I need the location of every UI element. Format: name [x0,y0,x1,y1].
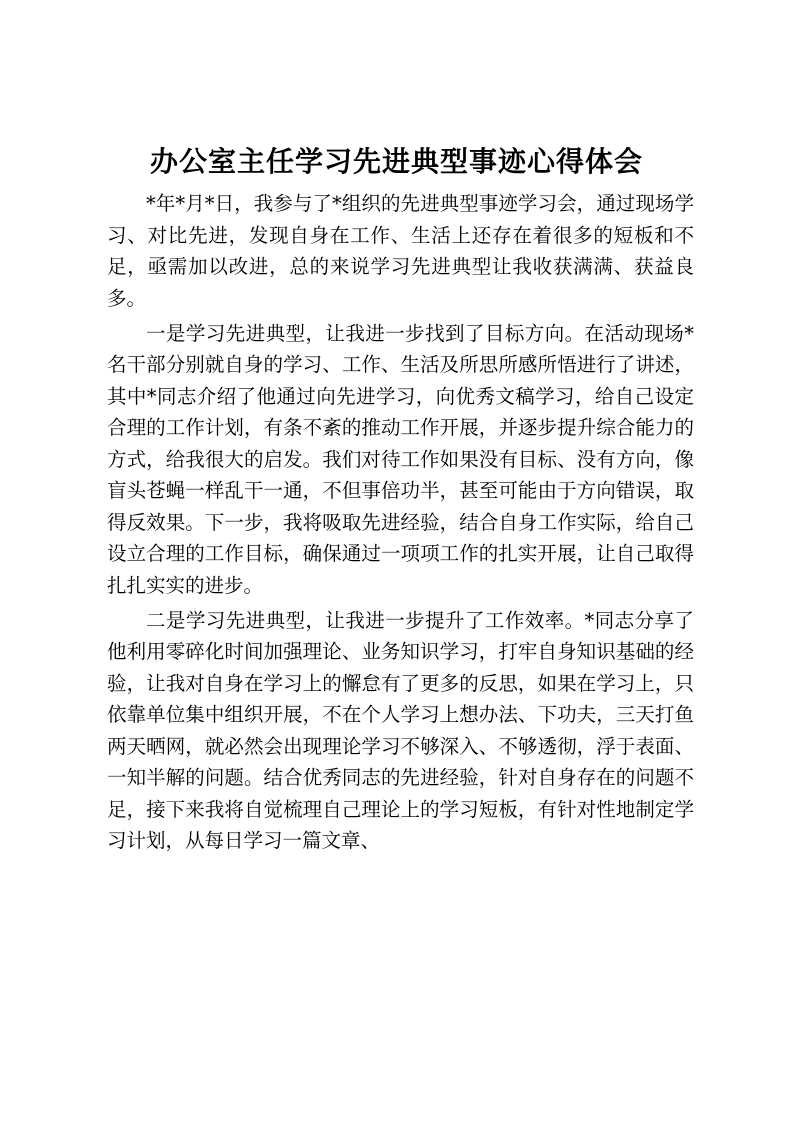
paragraph-point-two: 二是学习先进典型，让我进一步提升了工作效率。*同志分享了他利用零碎化时间加强理论、业务知识学习，打牢自身知识基础的经验，让我对自身在学习上的懈怠有了更多的反思，如果在学习上，只依靠单位集中组织开展，不在个人学习上想办法、下功夫，三天打鱼两天晒网，就必然会出现理论学习不够深入、不够透彻，浮于表面、一知半解的问题。结合优秀同志的先进经验，针对自身存在的问题不足，接下来我将自觉梳理自己理论上的学习短板，有针对性地制定学习计划，从每日学习一篇文章、 [107,608,694,852]
document-body [107,188,694,860]
document-title: 办公室主任学习先进典型事迹心得体会 [149,145,643,178]
paragraph-intro: *年*月*日，我参与了*组织的先进典型事迹学习会，通过现场学习、对比先进，发现自身在工作、生活上还存在着很多的短板和不足，亟需加以改进，总的来说学习先进典型让我收获满满、获益良多。 [107,192,694,310]
paragraph-point-one: 一是学习先进典型，让我进一步找到了目标方向。在活动现场*名干部分别就自身的学习、工作、生活及所思所感所悟进行了讲述，其中*同志介绍了他通过向先进学习，向优秀文稿学习，给自己设定合理的工作计划，有条不紊的推动工作开展，并逐步提升综合能力的方式，给我很大的启发。我们对待工作如果没有目标、没有方向，像盲头苍蝇一样乱干一通，不但事倍功半，甚至可能由于方向错误，取得反效果。下一步，我将吸取先进经验，结合自身工作实际，给自己设立合理的工作目标，确保通过一项项工作的扎实开展，让自己取得扎扎实实的进步。 [107,321,694,597]
